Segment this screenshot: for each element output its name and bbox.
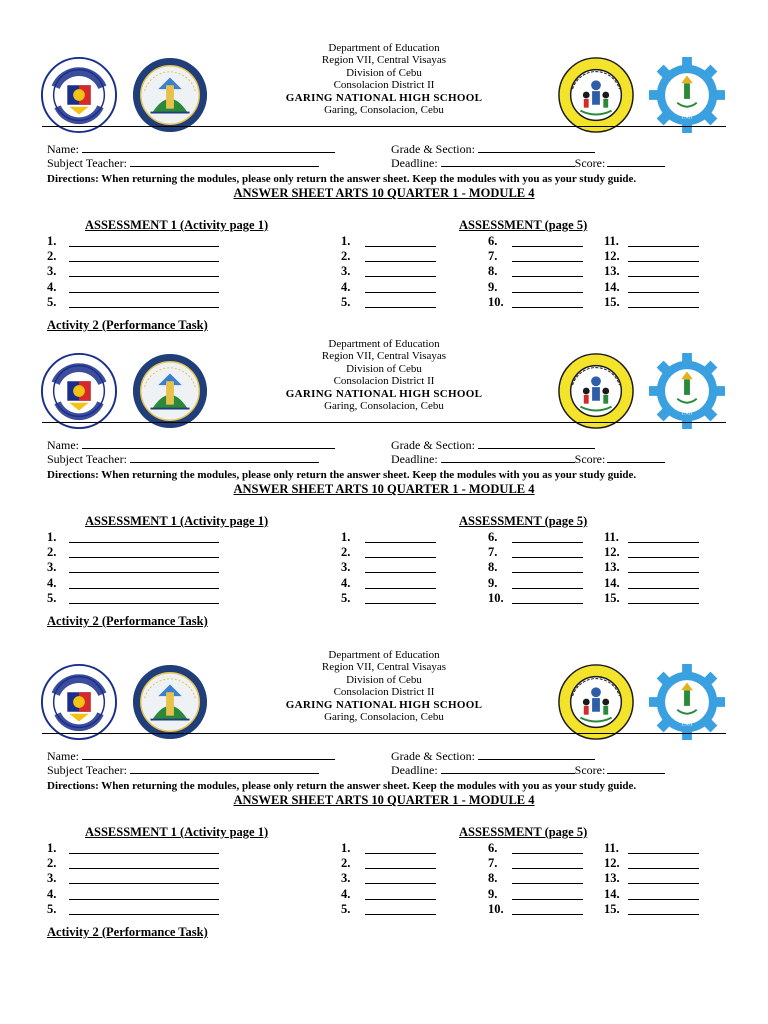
item-number: 9. (488, 576, 498, 590)
assessment2-heading: ASSESSMENT (page 5) (459, 825, 588, 839)
answer-item (47, 249, 56, 264)
answer-item (341, 560, 350, 575)
score-label: Score: (574, 763, 606, 777)
item-number: 1. (47, 234, 57, 248)
answer-item (488, 902, 504, 917)
answer-blank[interactable] (628, 853, 699, 854)
answer-blank[interactable] (69, 572, 219, 573)
item-number: 5. (341, 591, 351, 605)
deadline-field (391, 155, 665, 170)
answer-item (488, 841, 497, 856)
item-number: 5. (341, 295, 351, 309)
item-number: 4. (341, 280, 351, 294)
answer-blank[interactable] (365, 557, 436, 558)
answer-item (341, 902, 350, 917)
score-label: Score: (574, 452, 606, 466)
answer-blank[interactable] (69, 899, 219, 900)
answer-blank[interactable] (365, 542, 436, 543)
deadline-blank[interactable] (441, 451, 575, 463)
item-number: 2. (341, 249, 351, 263)
letterhead (0, 42, 768, 116)
division-line: Division of Cebu (346, 673, 422, 686)
name-field (47, 141, 335, 156)
item-number: 8. (488, 871, 498, 885)
answer-blank[interactable] (512, 292, 583, 293)
department-line: Department of Education (328, 338, 440, 350)
item-number: 4. (341, 887, 351, 901)
answer-item (47, 591, 56, 606)
header-divider (42, 733, 726, 734)
answer-item (604, 234, 619, 249)
answer-blank[interactable] (512, 883, 583, 884)
item-number: 5. (47, 591, 57, 605)
grade-section-label: Grade & Section: (391, 438, 475, 452)
item-number: 11. (604, 530, 619, 544)
district-line: Consolacion District II (333, 79, 435, 92)
district-line: Consolacion District II (333, 686, 435, 699)
answer-item (47, 841, 56, 856)
answer-item (604, 841, 619, 856)
grade-section-blank[interactable] (478, 141, 595, 153)
item-number: 2. (47, 856, 57, 870)
directions-text: Directions: When returning the modules, please only return the answer sheet. Keep the modules with you as your study guide. (47, 780, 637, 792)
answer-item (604, 545, 620, 560)
answer-item (341, 591, 350, 606)
school-name: GARING NATIONAL HIGH SCHOOL (285, 387, 483, 400)
score-blank[interactable] (607, 451, 665, 463)
item-number: 14. (604, 280, 620, 294)
answer-blank[interactable] (365, 883, 436, 884)
answer-item (488, 234, 497, 249)
answer-blank[interactable] (69, 868, 219, 869)
item-number: 2. (341, 545, 351, 559)
directions-text: Directions: When returning the modules, please only return the answer sheet. Keep the modules with you as your study guide. (47, 469, 637, 481)
answer-blank[interactable] (365, 899, 436, 900)
deadline-label: Deadline: (391, 156, 438, 170)
answer-item (341, 280, 350, 295)
department-line: Department of Education (328, 42, 440, 54)
answer-sheet (0, 296, 768, 628)
item-number: 12. (604, 856, 620, 870)
answer-blank[interactable] (512, 261, 583, 262)
item-number: 11. (604, 234, 619, 248)
score-blank[interactable] (607, 762, 665, 774)
letterhead (0, 649, 768, 723)
item-number: 6. (488, 234, 498, 248)
answer-blank[interactable] (628, 292, 699, 293)
item-number: 13. (604, 871, 620, 885)
item-number: 5. (47, 295, 57, 309)
answer-blank[interactable] (512, 246, 583, 247)
answer-blank[interactable] (512, 899, 583, 900)
school-year-text: 1981 (681, 114, 693, 121)
item-number: 3. (341, 264, 351, 278)
answer-item (341, 856, 350, 871)
item-number: 1. (341, 234, 351, 248)
answer-sheet-title (0, 186, 768, 201)
answer-item (341, 841, 350, 856)
answer-blank[interactable] (628, 914, 699, 915)
answer-blank[interactable] (69, 883, 219, 884)
answer-blank[interactable] (365, 914, 436, 915)
answer-blank[interactable] (69, 276, 219, 277)
item-number: 1. (47, 841, 57, 855)
activity2-label: Activity 2 (Performance Task) (47, 925, 208, 939)
assessment2-heading: ASSESSMENT (page 5) (459, 514, 588, 528)
deadline-field (391, 451, 665, 466)
grade-section-field (391, 437, 595, 452)
answer-item (488, 530, 497, 545)
item-number: 1. (341, 841, 351, 855)
item-number: 12. (604, 249, 620, 263)
answer-sheet-title (0, 793, 768, 808)
item-number: 4. (47, 887, 57, 901)
deadline-blank[interactable] (441, 155, 575, 167)
header-divider (42, 422, 726, 423)
assessment1-heading: ASSESSMENT 1 (Activity page 1) (85, 514, 269, 528)
school-name: GARING NATIONAL HIGH SCHOOL (285, 91, 483, 104)
item-number: 14. (604, 887, 620, 901)
answer-blank[interactable] (365, 572, 436, 573)
answer-blank[interactable] (512, 914, 583, 915)
answer-blank[interactable] (512, 603, 583, 604)
subject-teacher-label: Subject Teacher: (47, 763, 127, 777)
item-number: 3. (341, 871, 351, 885)
item-number: 8. (488, 264, 498, 278)
item-number: 5. (47, 902, 57, 916)
answer-item (604, 856, 620, 871)
item-number: 9. (488, 280, 498, 294)
answer-item (604, 576, 620, 591)
answer-blank[interactable] (512, 557, 583, 558)
answer-blank[interactable] (365, 246, 436, 247)
school-year-text: 1981 (681, 721, 693, 728)
item-number: 13. (604, 264, 620, 278)
answer-item (341, 249, 350, 264)
item-number: 3. (47, 560, 57, 574)
answer-blank[interactable] (628, 868, 699, 869)
division-line: Division of Cebu (346, 362, 422, 375)
item-number: 9. (488, 887, 498, 901)
answer-blank[interactable] (69, 246, 219, 247)
answer-item (341, 871, 350, 886)
answer-blank[interactable] (628, 542, 699, 543)
answer-item (47, 280, 56, 295)
region-line: Region VII, Central Visayas (321, 661, 447, 674)
answer-blank[interactable] (69, 914, 219, 915)
item-number: 15. (604, 902, 620, 916)
answer-item (604, 902, 620, 917)
grade-section-blank[interactable] (478, 437, 595, 449)
answer-item (47, 560, 56, 575)
deadline-label: Deadline: (391, 452, 438, 466)
subject-teacher-blank[interactable] (130, 155, 319, 167)
grade-section-label: Grade & Section: (391, 749, 475, 763)
item-number: 4. (47, 280, 57, 294)
answer-item (604, 264, 620, 279)
item-number: 10. (488, 902, 504, 916)
subject-teacher-field (47, 762, 319, 777)
letterhead (0, 338, 768, 412)
item-number: 6. (488, 530, 498, 544)
answer-item (488, 856, 497, 871)
answer-blank[interactable] (365, 292, 436, 293)
name-blank[interactable] (82, 748, 335, 760)
grade-section-field (391, 748, 595, 763)
answer-sheet (0, 607, 768, 939)
answer-blank[interactable] (512, 276, 583, 277)
item-number: 3. (47, 264, 57, 278)
answer-item (47, 902, 56, 917)
answer-blank[interactable] (365, 276, 436, 277)
answer-item (488, 280, 497, 295)
answer-sheet-title-text: ANSWER SHEET ARTS 10 QUARTER 1 - MODULE 4 (233, 793, 535, 807)
answer-item (488, 560, 497, 575)
deadline-label: Deadline: (391, 763, 438, 777)
answer-item (604, 591, 620, 606)
school-address: Garing, Consolacion, Cebu (324, 400, 444, 413)
answer-item (47, 871, 56, 886)
answer-item (604, 887, 620, 902)
answer-blank[interactable] (628, 899, 699, 900)
answer-blank[interactable] (69, 557, 219, 558)
region-line: Region VII, Central Visayas (321, 54, 447, 67)
grade-section-field (391, 141, 595, 156)
answer-blank[interactable] (628, 261, 699, 262)
district-line: Consolacion District II (333, 375, 435, 388)
item-number: 2. (341, 856, 351, 870)
item-number: 14. (604, 576, 620, 590)
deadline-field (391, 762, 665, 777)
activity2-label: Activity 2 (Performance Task) (47, 318, 208, 332)
school-address: Garing, Consolacion, Cebu (324, 711, 444, 724)
answer-item (604, 530, 619, 545)
answer-sheet-title-text: ANSWER SHEET ARTS 10 QUARTER 1 - MODULE 4 (233, 482, 535, 496)
subject-teacher-blank[interactable] (130, 762, 319, 774)
subject-teacher-field (47, 451, 319, 466)
item-number: 10. (488, 295, 504, 309)
answer-blank[interactable] (628, 588, 699, 589)
answer-blank[interactable] (628, 572, 699, 573)
name-label: Name: (47, 438, 79, 452)
answer-item (488, 871, 497, 886)
item-number: 12. (604, 545, 620, 559)
grade-section-blank[interactable] (478, 748, 595, 760)
item-number: 13. (604, 560, 620, 574)
directions-text: Directions: When returning the modules, please only return the answer sheet. Keep the modules with you as your study guide. (47, 173, 637, 185)
answer-blank[interactable] (365, 603, 436, 604)
school-address: Garing, Consolacion, Cebu (324, 104, 444, 117)
subject-teacher-label: Subject Teacher: (47, 156, 127, 170)
item-number: 11. (604, 841, 619, 855)
deadline-blank[interactable] (441, 762, 575, 774)
answer-blank[interactable] (628, 276, 699, 277)
answer-item (341, 545, 350, 560)
answer-item (47, 545, 56, 560)
answer-item (604, 560, 620, 575)
item-number: 7. (488, 856, 498, 870)
answer-item (488, 591, 504, 606)
answer-item (47, 264, 56, 279)
subject-teacher-field (47, 155, 319, 170)
answer-sheet (0, 0, 768, 332)
answer-blank[interactable] (512, 572, 583, 573)
region-line: Region VII, Central Visayas (321, 350, 447, 363)
answer-blank[interactable] (69, 261, 219, 262)
answer-item (341, 887, 350, 902)
answer-sheet-title (0, 482, 768, 497)
assessment1-heading: ASSESSMENT 1 (Activity page 1) (85, 218, 269, 232)
school-name: GARING NATIONAL HIGH SCHOOL (285, 698, 483, 711)
item-number: 15. (604, 295, 620, 309)
answer-blank[interactable] (512, 868, 583, 869)
subject-teacher-blank[interactable] (130, 451, 319, 463)
name-field (47, 437, 335, 452)
answer-blank[interactable] (628, 883, 699, 884)
item-number: 7. (488, 545, 498, 559)
item-number: 2. (47, 249, 57, 263)
answer-item (488, 576, 497, 591)
item-number: 8. (488, 560, 498, 574)
answer-blank[interactable] (365, 261, 436, 262)
item-number: 7. (488, 249, 498, 263)
answer-item (604, 280, 620, 295)
answer-blank[interactable] (512, 588, 583, 589)
answer-item (341, 264, 350, 279)
answer-item (47, 234, 56, 249)
name-field (47, 748, 335, 763)
answer-item (341, 576, 350, 591)
answer-blank[interactable] (69, 292, 219, 293)
assessment2-heading: ASSESSMENT (page 5) (459, 218, 588, 232)
name-blank[interactable] (82, 437, 335, 449)
score-blank[interactable] (607, 155, 665, 167)
grade-section-label: Grade & Section: (391, 142, 475, 156)
answer-blank[interactable] (69, 542, 219, 543)
item-number: 1. (47, 530, 57, 544)
subject-teacher-label: Subject Teacher: (47, 452, 127, 466)
score-label: Score: (574, 156, 606, 170)
item-number: 15. (604, 591, 620, 605)
answer-item (488, 249, 497, 264)
answer-blank[interactable] (69, 588, 219, 589)
answer-blank[interactable] (365, 588, 436, 589)
item-number: 5. (341, 902, 351, 916)
school-year-text: 1981 (681, 410, 693, 417)
answer-item (47, 887, 56, 902)
name-blank[interactable] (82, 141, 335, 153)
header-divider (42, 126, 726, 127)
item-number: 2. (47, 545, 57, 559)
activity2-label: Activity 2 (Performance Task) (47, 614, 208, 628)
answer-item (341, 530, 350, 545)
answer-blank[interactable] (512, 542, 583, 543)
item-number: 10. (488, 591, 504, 605)
answer-blank[interactable] (365, 868, 436, 869)
item-number: 1. (341, 530, 351, 544)
answer-blank[interactable] (628, 603, 699, 604)
answer-item (47, 530, 56, 545)
answer-blank[interactable] (628, 557, 699, 558)
answer-item (604, 871, 620, 886)
answer-blank[interactable] (628, 246, 699, 247)
answer-item (341, 234, 350, 249)
answer-item (47, 856, 56, 871)
answer-item (488, 887, 497, 902)
answer-blank[interactable] (69, 603, 219, 604)
name-label: Name: (47, 749, 79, 763)
item-number: 3. (341, 560, 351, 574)
division-line: Division of Cebu (346, 66, 422, 79)
answer-item (488, 264, 497, 279)
answer-item (604, 249, 620, 264)
item-number: 4. (47, 576, 57, 590)
name-label: Name: (47, 142, 79, 156)
answer-sheet-title-text: ANSWER SHEET ARTS 10 QUARTER 1 - MODULE 4 (233, 186, 535, 200)
answer-blank[interactable] (512, 853, 583, 854)
department-line: Department of Education (328, 649, 440, 661)
answer-item (488, 545, 497, 560)
item-number: 4. (341, 576, 351, 590)
answer-item (47, 576, 56, 591)
item-number: 6. (488, 841, 498, 855)
item-number: 3. (47, 871, 57, 885)
answer-blank[interactable] (69, 853, 219, 854)
assessment1-heading: ASSESSMENT 1 (Activity page 1) (85, 825, 269, 839)
answer-blank[interactable] (365, 853, 436, 854)
